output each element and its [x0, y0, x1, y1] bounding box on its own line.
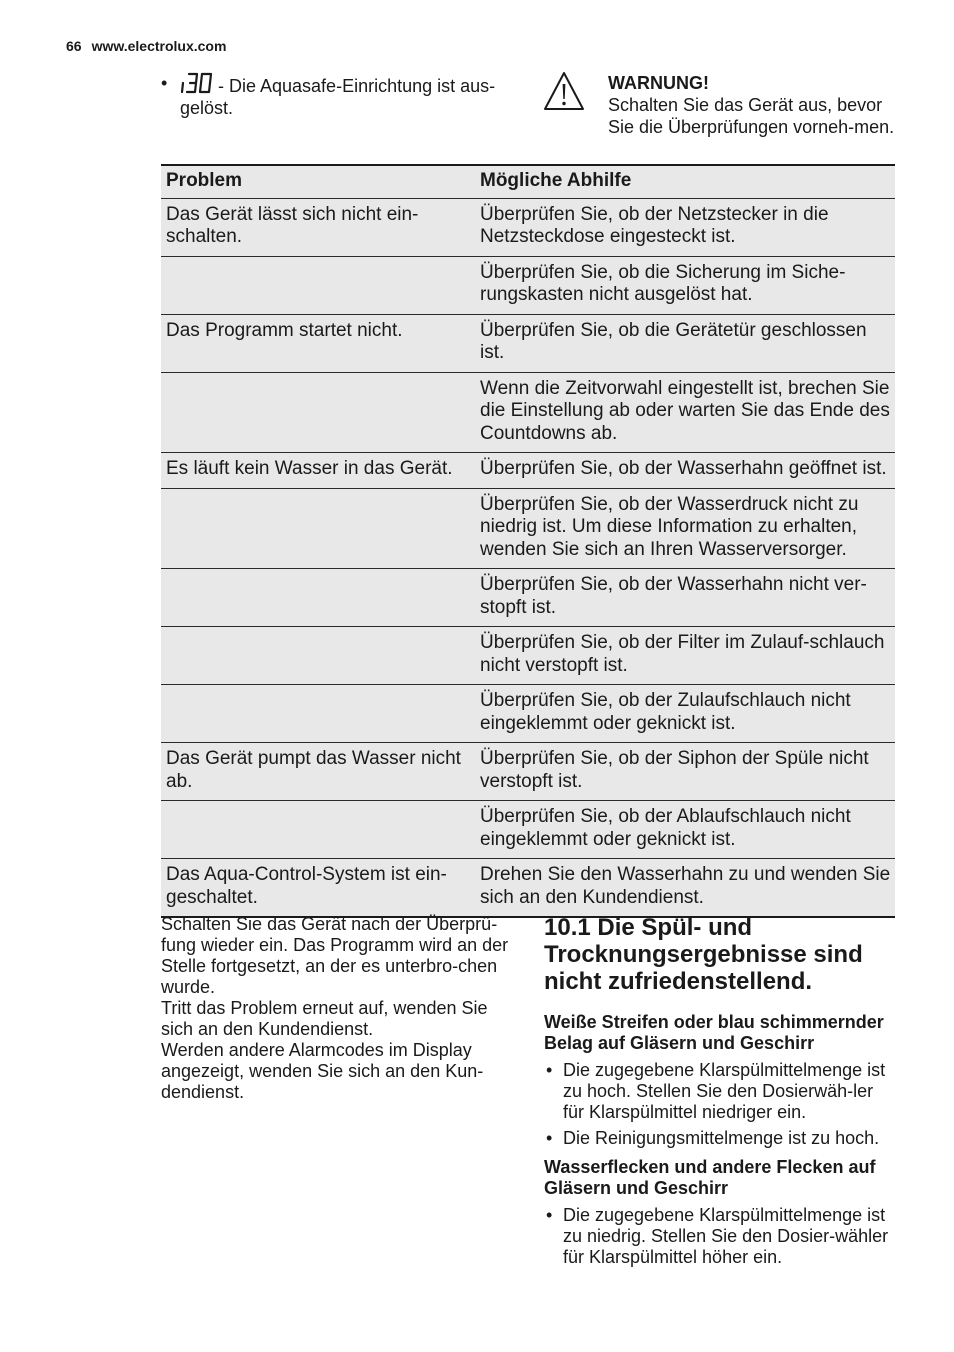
- section-number: 10.1: [544, 914, 591, 941]
- table-row: [161, 314, 895, 372]
- bullet-list: [544, 1205, 894, 1268]
- remedy-cell: Überprüfen Sie, ob der Filter im Zulauf-schlauch nicht verstopft ist.: [475, 627, 895, 685]
- paragraph: Werden andere Alarmcodes im Display angezeigt, wenden Sie sich an den Kun-dendienst.: [161, 1040, 484, 1102]
- remedy-cell: Überprüfen Sie, ob der Wasserhahn geöffnet ist.: [475, 453, 895, 489]
- after-table-text: [161, 914, 513, 1103]
- section-title: [544, 914, 894, 995]
- table-row: [161, 453, 895, 489]
- bullet: •: [161, 73, 168, 93]
- problem-cell: [161, 685, 475, 743]
- remedy-cell: Überprüfen Sie, ob der Wasserhahn nicht ver-stopft ist.: [475, 569, 895, 627]
- table-row: [161, 859, 895, 918]
- aquasafe-text: - Die Aquasafe-Einrichtung ist aus-gelöst.: [180, 76, 496, 118]
- problem-cell: Das Gerät pumpt das Wasser nicht ab.: [161, 743, 475, 801]
- table-row: [161, 569, 895, 627]
- table-header-row: [161, 165, 895, 198]
- page-header: [66, 38, 226, 54]
- column-header-remedy: Mögliche Abhilfe: [475, 165, 895, 198]
- problem-cell: Es läuft kein Wasser in das Gerät.: [161, 453, 475, 489]
- website-url: www.electrolux.com: [91, 38, 227, 54]
- list-item: • Die zugegebene Klarspülmittelmenge ist zu hoch. Stellen Sie den Dosierwäh-ler für Klarspülmittel niedriger ein.: [544, 1060, 894, 1123]
- table-row: [161, 685, 895, 743]
- problem-cell: [161, 372, 475, 453]
- problem-cell: [161, 801, 475, 859]
- paragraph: Tritt das Problem erneut auf, wenden Sie sich an den Kundendienst.: [161, 998, 488, 1039]
- remedy-cell: Überprüfen Sie, ob der Ablaufschlauch nicht eingeklemmt oder geknickt ist.: [475, 801, 895, 859]
- table-row: [161, 743, 895, 801]
- remedy-cell: Überprüfen Sie, ob der Zulaufschlauch nicht eingeklemmt oder geknickt ist.: [475, 685, 895, 743]
- table-row: [161, 256, 895, 314]
- troubleshooting-table: [161, 164, 895, 918]
- problem-cell: Das Aqua-Control-System ist ein-geschaltet.: [161, 859, 475, 918]
- section-10-1: [544, 914, 894, 1276]
- bullet-list: [544, 1060, 894, 1149]
- column-header-problem: Problem: [161, 165, 475, 198]
- problem-cell: [161, 488, 475, 569]
- table-row: [161, 198, 895, 256]
- problem-cell: [161, 627, 475, 685]
- subsection-heading: Wasserflecken und andere Flecken auf Gläsern und Geschirr: [544, 1157, 876, 1198]
- warning-box: [608, 72, 898, 138]
- remedy-cell: Überprüfen Sie, ob der Siphon der Spüle nicht verstopft ist.: [475, 743, 895, 801]
- remedy-cell: Überprüfen Sie, ob die Gerätetür geschlossen ist.: [475, 314, 895, 372]
- table-row: [161, 627, 895, 685]
- problem-cell: [161, 569, 475, 627]
- problem-cell: [161, 256, 475, 314]
- remedy-cell: Wenn die Zeitvorwahl eingestellt ist, brechen Sie die Einstellung ab oder warten Sie das Ende des Countdowns ab.: [475, 372, 895, 453]
- paragraph: Schalten Sie das Gerät nach der Überprü-fung wieder ein. Das Programm wird an der Stelle fortgesetzt, an der es unterbro-chen wurde.: [161, 914, 509, 997]
- problem-cell: Das Gerät lässt sich nicht ein-schalten.: [161, 198, 475, 256]
- table-row: [161, 372, 895, 453]
- subsection-heading: Weiße Streifen oder blau schimmernder Belag auf Gläsern und Geschirr: [544, 1012, 884, 1053]
- warning-triangle-icon: [543, 71, 585, 111]
- list-item: • Die zugegebene Klarspülmittelmenge ist zu niedrig. Stellen Sie den Dosier-wähler für Klarspülmittel höher ein.: [544, 1205, 894, 1268]
- table-row: [161, 488, 895, 569]
- problem-cell: Das Programm startet nicht.: [161, 314, 475, 372]
- warning-text: Schalten Sie das Gerät aus, bevor Sie die Überprüfungen vorneh-men.: [608, 95, 895, 137]
- aquasafe-note: [161, 72, 511, 119]
- remedy-cell: Überprüfen Sie, ob die Sicherung im Siche-rungskasten nicht ausgelöst hat.: [475, 256, 895, 314]
- page-number: 66: [66, 38, 82, 54]
- table-row: [161, 801, 895, 859]
- remedy-cell: Drehen Sie den Wasserhahn zu und wenden Sie sich an den Kundendienst.: [475, 859, 895, 918]
- alarm-code-display-icon: [180, 72, 214, 94]
- warning-title: WARNUNG!: [608, 73, 709, 93]
- list-item: • Die Reinigungsmittelmenge ist zu hoch.: [544, 1128, 894, 1149]
- section-title-text: Die Spül- und Trocknungsergebnisse sind nicht zufriedenstellend.: [544, 914, 863, 995]
- remedy-cell: Überprüfen Sie, ob der Netzstecker in die Netzsteckdose eingesteckt ist.: [475, 198, 895, 256]
- remedy-cell: Überprüfen Sie, ob der Wasserdruck nicht zu niedrig ist. Um diese Information zu erhalten, wenden Sie sich an Ihren Wasserversorger.: [475, 488, 895, 569]
